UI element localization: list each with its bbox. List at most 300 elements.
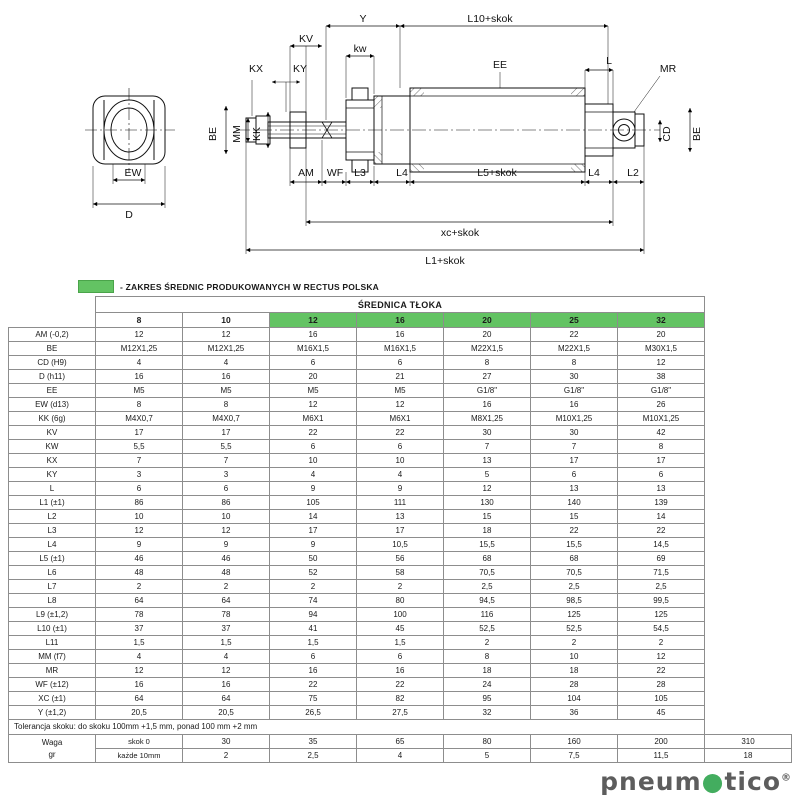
row-label: XC (±1) [9, 692, 96, 706]
table-cell: 2 [183, 580, 270, 594]
table-cell: 12 [270, 398, 357, 412]
table-cell: 7 [96, 454, 183, 468]
table-cell: 28 [618, 678, 705, 692]
watermark-dot-icon: ● [701, 767, 725, 796]
label-be-right: BE [691, 126, 703, 142]
table-cell: 12 [618, 650, 705, 664]
weight-subrow-label: każde 10mm [96, 749, 183, 763]
table-cell: 22 [270, 426, 357, 440]
legend [78, 280, 379, 293]
table-cell: M8X1,25 [444, 412, 531, 426]
table-cell: 20 [618, 328, 705, 342]
table-cell: 64 [183, 692, 270, 706]
table-cell: 50 [270, 552, 357, 566]
table-cell: 22 [357, 678, 444, 692]
label-y: Y [359, 13, 367, 25]
table-cell: 8 [444, 650, 531, 664]
column-header-20: 20 [444, 313, 531, 328]
table-row [9, 454, 792, 468]
row-label: KV [9, 426, 96, 440]
table-row [9, 426, 792, 440]
table-cell: 13 [618, 482, 705, 496]
weight-label-line2: gr [48, 749, 56, 759]
table-cell: 68 [531, 552, 618, 566]
table-cell: 16 [531, 398, 618, 412]
table-cell: 36 [531, 706, 618, 720]
row-label: L6 [9, 566, 96, 580]
table-cell: 9 [270, 538, 357, 552]
label-cd: CD [661, 126, 673, 142]
table-cell: 52,5 [444, 622, 531, 636]
table-cell: 1,5 [183, 636, 270, 650]
technical-drawing [0, 0, 800, 272]
watermark-registered-icon: ® [781, 772, 792, 784]
weight-cell: 7,5 [531, 749, 618, 763]
weight-row [9, 735, 792, 749]
table-cell: 10 [96, 510, 183, 524]
table-cell: 15,5 [444, 538, 531, 552]
weight-label [9, 735, 96, 763]
table-cell: 10 [183, 510, 270, 524]
table-cell: 16 [96, 370, 183, 384]
table-cell: 140 [531, 496, 618, 510]
weight-cell: 160 [531, 735, 618, 749]
table-cell: M5 [96, 384, 183, 398]
table-body [9, 328, 792, 763]
table-cell: 56 [357, 552, 444, 566]
label-mr: MR [659, 63, 677, 75]
table-cell: 75 [270, 692, 357, 706]
table-cell: 2,5 [531, 580, 618, 594]
table-cell: 95 [444, 692, 531, 706]
table-cell: 12 [96, 328, 183, 342]
weight-subrow-label: skok 0 [96, 735, 183, 749]
table-cell: 16 [444, 398, 531, 412]
table-cell: 104 [531, 692, 618, 706]
table-cell: 16 [357, 328, 444, 342]
table-cell: M30X1,5 [618, 342, 705, 356]
table-cell: 9 [96, 538, 183, 552]
table-row [9, 608, 792, 622]
table-row [9, 384, 792, 398]
label-l10-skok: L10+skok [467, 13, 513, 25]
table-cell: 27 [444, 370, 531, 384]
table-cell: 12 [618, 356, 705, 370]
table-cell: 3 [183, 468, 270, 482]
table-cell: 5 [444, 468, 531, 482]
table-cell: 98,5 [531, 594, 618, 608]
table-row [9, 650, 792, 664]
table-row [9, 524, 792, 538]
table-cell: 18 [444, 664, 531, 678]
table-cell: 10,5 [357, 538, 444, 552]
table-cell: 12 [357, 398, 444, 412]
table-cell: 20,5 [96, 706, 183, 720]
weight-cell: 11,5 [618, 749, 705, 763]
table-row [9, 566, 792, 580]
table-cell: 22 [531, 524, 618, 538]
table-cell: 12 [96, 664, 183, 678]
table-cell: 86 [96, 496, 183, 510]
table-cell: 30 [444, 426, 531, 440]
row-label: MR [9, 664, 96, 678]
label-wf: WF [326, 167, 344, 179]
table-cell: 94 [270, 608, 357, 622]
table-cell: 16 [357, 664, 444, 678]
table-cell: 99,5 [618, 594, 705, 608]
table-row [9, 636, 792, 650]
table-cell: 4 [270, 468, 357, 482]
table-cell: 5,5 [96, 440, 183, 454]
table-cell: 37 [96, 622, 183, 636]
table-cell: 22 [531, 328, 618, 342]
table-cell: 105 [618, 692, 705, 706]
table-cell: 4 [96, 356, 183, 370]
row-label: L2 [9, 510, 96, 524]
row-label: L1 (±1) [9, 496, 96, 510]
table-cell: 12 [183, 664, 270, 678]
table-cell: 12 [183, 524, 270, 538]
table-row [9, 622, 792, 636]
row-label: AM (-0,2) [9, 328, 96, 342]
table-cell: 22 [618, 524, 705, 538]
table-cell: M10X1,25 [618, 412, 705, 426]
weight-label-line1: Waga [41, 737, 63, 747]
table-cell: 27,5 [357, 706, 444, 720]
table-cell: 14 [618, 510, 705, 524]
column-header-10: 10 [183, 313, 270, 328]
table-cell: 8 [618, 440, 705, 454]
table-cell: G1/8" [531, 384, 618, 398]
table-cell: 78 [183, 608, 270, 622]
row-label: L3 [9, 524, 96, 538]
table-cell: M22X1,5 [444, 342, 531, 356]
table-cell: 100 [357, 608, 444, 622]
row-label: D (h11) [9, 370, 96, 384]
row-label: L8 [9, 594, 96, 608]
table-cell: 6 [183, 482, 270, 496]
table-cell: M4X0,7 [96, 412, 183, 426]
weight-cell: 35 [270, 735, 357, 749]
row-label: KX [9, 454, 96, 468]
watermark-logo [600, 767, 792, 796]
label-xc-skok: xc+skok [440, 227, 480, 239]
table-row [9, 440, 792, 454]
label-kx: KX [248, 63, 264, 75]
table-cell: 26 [618, 398, 705, 412]
table-row [9, 552, 792, 566]
table-cell: 4 [96, 650, 183, 664]
table-cell: 30 [531, 426, 618, 440]
table-cell: 52,5 [531, 622, 618, 636]
table-cell: 6 [357, 650, 444, 664]
row-label: L10 (±1) [9, 622, 96, 636]
table-cell: 20 [444, 328, 531, 342]
table-cell: 18 [444, 524, 531, 538]
legend-color-swatch [78, 280, 114, 293]
table-cell: 22 [270, 678, 357, 692]
legend-text: - ZAKRES ŚREDNIC PRODUKOWANYCH W RECTUS POLSKA [120, 281, 380, 292]
table-cell: 9 [357, 482, 444, 496]
column-header-32: 32 [618, 313, 705, 328]
table-cell: 130 [444, 496, 531, 510]
table-cell: 15 [444, 510, 531, 524]
table-cell: 37 [183, 622, 270, 636]
table-cell: 46 [96, 552, 183, 566]
table-cell: 28 [531, 678, 618, 692]
table-cell: 6 [270, 650, 357, 664]
table-cell: M5 [183, 384, 270, 398]
table-row [9, 594, 792, 608]
table-row [9, 468, 792, 482]
table-cell: 82 [357, 692, 444, 706]
table-cell: 18 [531, 664, 618, 678]
weight-row [9, 749, 792, 763]
row-label: CD (H9) [9, 356, 96, 370]
table-cell: 46 [183, 552, 270, 566]
table-row [9, 398, 792, 412]
table-cell: 14,5 [618, 538, 705, 552]
label-kw: kw [353, 43, 367, 55]
table-cell: 2 [270, 580, 357, 594]
table-row [9, 496, 792, 510]
table-cell: 2 [531, 636, 618, 650]
table-cell: 7 [444, 440, 531, 454]
table-cell: 68 [444, 552, 531, 566]
table-row [9, 538, 792, 552]
table-cell: 86 [183, 496, 270, 510]
weight-cell: 5 [444, 749, 531, 763]
table-cell: 71,5 [618, 566, 705, 580]
table-title: ŚREDNICA TŁOKA [96, 297, 705, 313]
table-cell: 10 [357, 454, 444, 468]
table-row [9, 370, 792, 384]
table-cell: 64 [96, 692, 183, 706]
table-row [9, 664, 792, 678]
table-cell: 17 [183, 426, 270, 440]
table-cell: G1/8" [618, 384, 705, 398]
label-d: D [125, 209, 133, 221]
tolerance-note: Tolerancja skoku: do skoku 100mm +1,5 mm, ponad 100 mm +2 mm [9, 720, 705, 735]
table-row [9, 678, 792, 692]
watermark-text-2: tico [724, 767, 781, 796]
table-cell: 4 [183, 356, 270, 370]
label-ee: EE [492, 59, 508, 71]
table-cell: 111 [357, 496, 444, 510]
weight-cell: 80 [444, 735, 531, 749]
table-cell: 22 [357, 426, 444, 440]
table-cell: 16 [270, 328, 357, 342]
table-cell: 8 [444, 356, 531, 370]
table-cell: 2,5 [618, 580, 705, 594]
label-kk: KK [251, 126, 263, 142]
row-label: EW (d13) [9, 398, 96, 412]
watermark-text-1: pneum [600, 767, 702, 796]
table-cell: 1,5 [357, 636, 444, 650]
table-cell: 38 [618, 370, 705, 384]
weight-cell: 310 [705, 735, 792, 749]
table-cell: 105 [270, 496, 357, 510]
table-cell: 48 [183, 566, 270, 580]
table-cell: 10 [270, 454, 357, 468]
table-row [9, 356, 792, 370]
table-cell: 26,5 [270, 706, 357, 720]
table-cell: 17 [96, 426, 183, 440]
table-cell: 16 [183, 678, 270, 692]
table-cell: M12X1,25 [96, 342, 183, 356]
table-cell: M5 [270, 384, 357, 398]
table-cell: 3 [96, 468, 183, 482]
table-cell: 20 [270, 370, 357, 384]
table-row [9, 328, 792, 342]
table-cell: 6 [618, 468, 705, 482]
table-cell: 48 [96, 566, 183, 580]
table-cell: 6 [270, 356, 357, 370]
table-row [9, 580, 792, 594]
table-cell: 6 [270, 440, 357, 454]
table-cell: 24 [444, 678, 531, 692]
table-cell: M4X0,7 [183, 412, 270, 426]
table-cell: 125 [618, 608, 705, 622]
row-label: WF (±12) [9, 678, 96, 692]
table-cell: 13 [531, 482, 618, 496]
table-cell: 17 [618, 454, 705, 468]
table-cell: 7 [531, 440, 618, 454]
table-cell: 6 [357, 440, 444, 454]
table-cell: 41 [270, 622, 357, 636]
table-cell: M16X1,5 [357, 342, 444, 356]
column-header-16: 16 [357, 313, 444, 328]
row-label: L4 [9, 538, 96, 552]
row-label: KW [9, 440, 96, 454]
column-header-12: 12 [270, 313, 357, 328]
table-cell: 116 [444, 608, 531, 622]
table-cell: 1,5 [270, 636, 357, 650]
table-cell: 4 [183, 650, 270, 664]
table-cell: 17 [357, 524, 444, 538]
table-cell: M22X1,5 [531, 342, 618, 356]
weight-cell: 65 [357, 735, 444, 749]
label-l5-skok: L5+skok [477, 167, 517, 179]
table-cell: 9 [270, 482, 357, 496]
table-cell: 7 [183, 454, 270, 468]
label-l3: L3 [354, 167, 366, 179]
label-l4-left: L4 [396, 167, 408, 179]
row-label: L [9, 482, 96, 496]
table-cell: 52 [270, 566, 357, 580]
table-cell: 4 [357, 468, 444, 482]
table-row [9, 510, 792, 524]
tolerance-row [9, 720, 792, 735]
table-cell: 17 [531, 454, 618, 468]
label-l: L [606, 55, 612, 67]
table-title-row [9, 297, 792, 313]
table-cell: 6 [357, 356, 444, 370]
table-cell: 70,5 [444, 566, 531, 580]
table-cell: 16 [96, 678, 183, 692]
column-header-8: 8 [96, 313, 183, 328]
table-cell: 64 [183, 594, 270, 608]
table-cell: 9 [183, 538, 270, 552]
table-cell: 15 [531, 510, 618, 524]
table-cell: 94,5 [444, 594, 531, 608]
label-l2: L2 [627, 167, 639, 179]
table-cell: 2 [96, 580, 183, 594]
table-cell: 16 [183, 370, 270, 384]
table-cell: 32 [444, 706, 531, 720]
table-cell: 54,5 [618, 622, 705, 636]
weight-cell: 4 [357, 749, 444, 763]
table-cell: 17 [270, 524, 357, 538]
table-cell: 8 [183, 398, 270, 412]
table-cell: 12 [183, 328, 270, 342]
table-cell: 45 [618, 706, 705, 720]
table-cell: 139 [618, 496, 705, 510]
table-cell: 45 [357, 622, 444, 636]
row-label: KK (6g) [9, 412, 96, 426]
column-header-25: 25 [531, 313, 618, 328]
table-row [9, 482, 792, 496]
row-label: BE [9, 342, 96, 356]
table-cell: 2,5 [444, 580, 531, 594]
table-cell: 20,5 [183, 706, 270, 720]
table-cell: 70,5 [531, 566, 618, 580]
weight-cell: 2,5 [270, 749, 357, 763]
table-cell: 2 [444, 636, 531, 650]
table-cell: M5 [357, 384, 444, 398]
table-row [9, 692, 792, 706]
table-cell: 13 [444, 454, 531, 468]
weight-cell: 30 [183, 735, 270, 749]
table-row [9, 706, 792, 720]
table-cell: 1,5 [96, 636, 183, 650]
table-cell: 69 [618, 552, 705, 566]
label-be-left: BE [207, 126, 219, 142]
row-label: EE [9, 384, 96, 398]
weight-cell: 2 [183, 749, 270, 763]
table-cell: 80 [357, 594, 444, 608]
table-cell: 6 [96, 482, 183, 496]
specification-table [8, 296, 792, 763]
table-cell: 16 [270, 664, 357, 678]
label-kv: KV [298, 33, 314, 45]
table-cell: 5,5 [183, 440, 270, 454]
header-corner [9, 313, 96, 328]
table-cell: 12 [96, 524, 183, 538]
table-cell: 30 [531, 370, 618, 384]
table-cell: 8 [96, 398, 183, 412]
table-cell: 78 [96, 608, 183, 622]
table-cell: 15,5 [531, 538, 618, 552]
table-cell: 10 [531, 650, 618, 664]
label-am: AM [298, 167, 314, 179]
table-cell: G1/8" [444, 384, 531, 398]
table-title-spacer [9, 297, 96, 313]
table-cell: 13 [357, 510, 444, 524]
row-label: MM (f7) [9, 650, 96, 664]
table-cell: 2 [357, 580, 444, 594]
table-row [9, 412, 792, 426]
table-header-row [9, 313, 792, 328]
weight-cell: 200 [618, 735, 705, 749]
label-l1-skok: L1+skok [425, 255, 465, 267]
row-label: Y (±1,2) [9, 706, 96, 720]
table-cell: 22 [618, 664, 705, 678]
table-cell: 6 [531, 468, 618, 482]
table-row [9, 342, 792, 356]
table-cell: M16X1,5 [270, 342, 357, 356]
label-l4-right: L4 [588, 167, 600, 179]
